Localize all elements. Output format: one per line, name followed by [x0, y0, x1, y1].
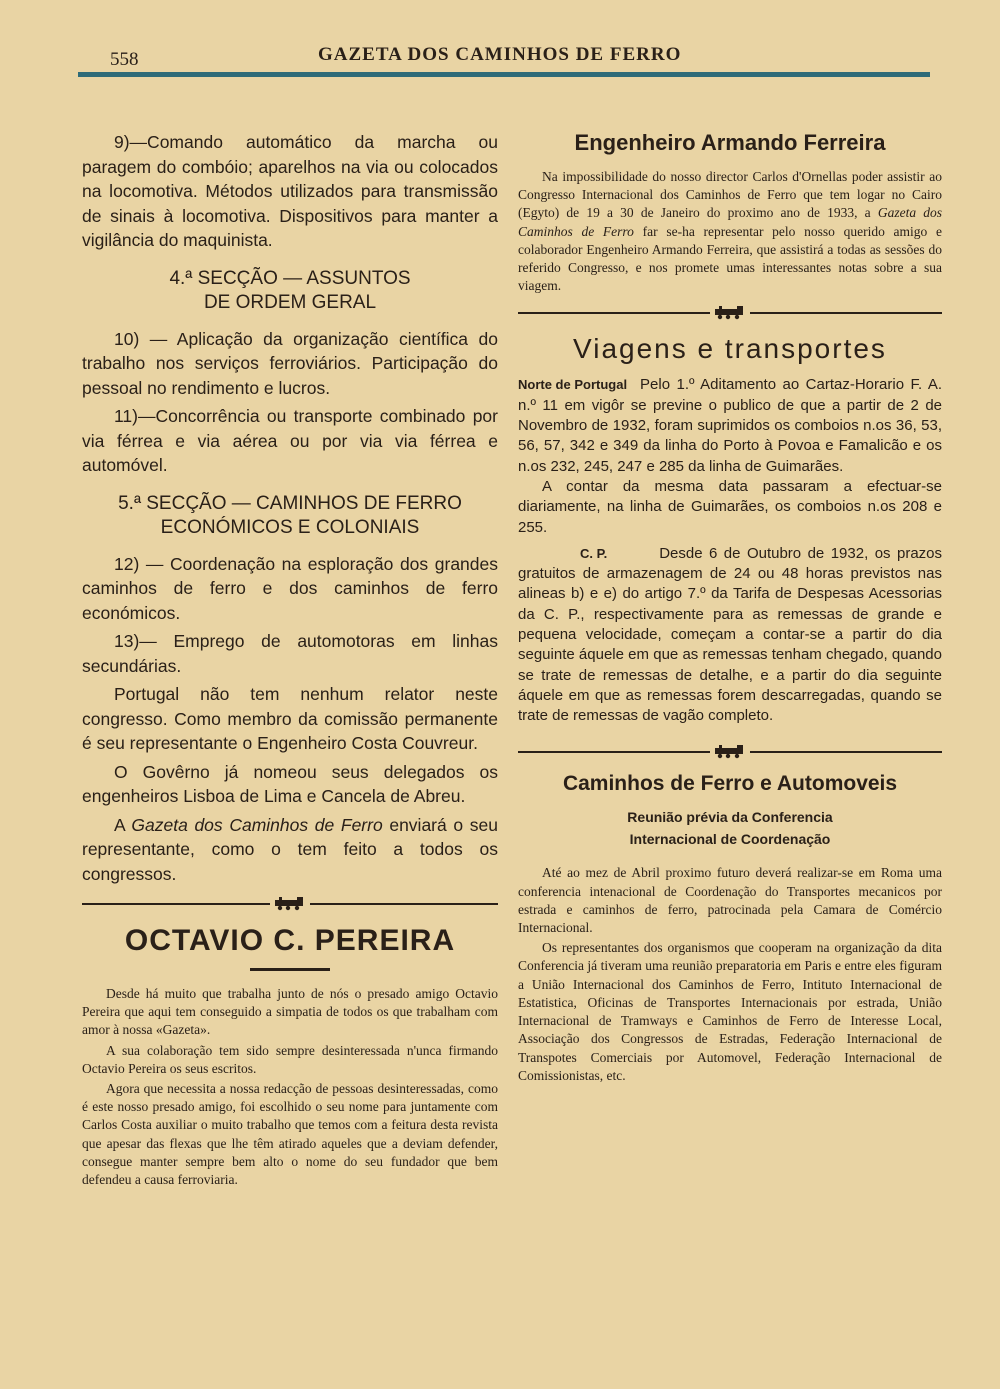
running-title: GAZETA DOS CAMINHOS DE FERRO — [318, 44, 682, 65]
cp-label: C. P. — [580, 545, 608, 561]
engenheiro-title: Engenheiro Armando Ferreira — [574, 130, 886, 155]
octavio-title: OCTAVIO C. PEREIRA — [124, 924, 456, 957]
train-icon — [710, 304, 750, 325]
caminhos-subtitle-line-2: Internacional de Coordenação — [629, 831, 831, 848]
norte-paragraph-2: A contar da mesma data passaram a efectuar-se diariamente, na linha de Guimarães, os comboios n.os 208 e 255. — [518, 477, 942, 536]
octavio-paragraph-2: A sua colaboração tem sido sempre desinteressada n'unca firmando Octavio Pereira os seus escritos. — [82, 1042, 498, 1076]
octavio-paragraph-3: Agora que necessita a nossa redacção de pessoas desinteressadas, como é este nosso presado amigo, foi escolhido o seu nome para juntamente com Carlos Costa auxiliar o muito trabalho que temos com a feitura desta revista que apesar das flexas que lhe têm atirado aqueles que a deviam defender, consegue manter sempre bem alto o nome do seu fundador que bem defendeu a causa ferroviaria. — [82, 1081, 498, 1188]
train-icon — [270, 895, 310, 916]
item-9: 9)—Comando automático da marcha ou paragem do combóio; aparelhos na via ou colocados na locomotiva. Métodos utilizados para transmissão de sinais à locomotiva. Dispositivos para manter a vigilância do maquinista. — [82, 132, 498, 250]
item-12: 12) — Coordenação na esploração dos grandes caminhos de ferro e dos caminhos de ferro económicos. — [82, 553, 498, 623]
cp-paragraph — [518, 544, 942, 727]
gazeta-text-b: enviará o seu representante, como o tem feito a todos os congressos. — [82, 814, 498, 884]
item-10: 10) — Aplicação da organização científica do trabalho nos serviços ferroviários. Participação do pessoal no rendimento e lucros. — [82, 328, 498, 398]
title-underline — [250, 968, 330, 971]
item-13: 13)— Emprego de automotoras em linhas secundárias. — [82, 631, 498, 676]
right-column — [518, 130, 942, 1087]
viagens-title: Viagens e transportes — [573, 333, 887, 365]
engenheiro-text-b: far se-ha representar pelo nosso querido amigo e colaborador Engenheiro Armando Ferreira, que assistirá a todas as sessões do referido Congresso, e nos promete umas interessantes notas sobre a sua viagem. — [518, 223, 942, 294]
item-11: 11)—Concorrência ou transporte combinado por via férrea e via aérea ou por via via férrea e automóvel. — [82, 406, 498, 475]
section-4-heading — [82, 267, 498, 315]
norte-paragraph — [518, 375, 942, 476]
page-header — [78, 40, 930, 80]
norte-text: Pelo 1.º Aditamento ao Cartaz-Horario F. A. n.º 11 em vigôr se previne o publico de que a partir de 2 de Novembro de 1932, foram suprimidos os comboios n.os 36, 53, 56, 57, 342 e 349 da linha do Porto à Povoa e Famalicão e os n.os 232, 245, 247 e 285 da linha de Guimarães. — [518, 376, 942, 475]
page-number: 558 — [110, 49, 139, 70]
engenheiro-gazeta-italic: Gazeta dos Caminhos de Ferro — [518, 205, 943, 239]
caminhos-title: Caminhos de Ferro e Automoveis — [562, 772, 898, 796]
octavio-paragraph-1: Desde há muito que trabalha junto de nós o presado amigo Octavio Pereira que aqui tem conseguido a simpatia de todos os que trabalham com amor à nossa «Gazeta». — [82, 986, 498, 1038]
section-divider — [518, 740, 942, 762]
left-column — [82, 130, 498, 1191]
section-5-heading — [82, 492, 498, 540]
gazeta-paragraph — [82, 813, 498, 887]
engenheiro-paragraph — [518, 168, 942, 295]
engenheiro-text-a: Na impossibilidade do nosso director Carlos d'Ornellas poder assistir ao Congresso Internacional dos Caminhos de Ferro que tem logar no Cairo (Egyto) de 19 a 30 de Janeiro do proximo ano de 1933, a — [518, 169, 942, 221]
gazeta-text-a: A — [114, 814, 132, 835]
header-rule — [78, 72, 930, 77]
section-divider — [82, 892, 498, 914]
delegados-paragraph: O Govêrno já nomeou seus delegados os engenheiros Lisboa de Lima e Cancela de Abreu. — [82, 761, 498, 806]
section-divider — [518, 301, 942, 323]
caminhos-subtitle — [518, 806, 942, 850]
section-5-line-2: ECONÓMICOS E COLONIAIS — [160, 516, 420, 538]
caminhos-paragraph-2: Os representantes dos organismos que cooperam na organização da dita Conferencia já tiveram uma reunião preparatoria em Paris e entre eles figuram a União Internacional dos Caminhos de Ferro, Intituto Internacional de Estatistica, Oficinas de Transportes Internacionais por estrada, União Internacional de Tramways e Caminhos de Ferro de Interesse Local, Associação dos Congressos de Estradas, Federação Internacional de Transpotes Comerciais por Automovel, Federação Internacional de Comissionistas, etc. — [518, 940, 942, 1083]
gazeta-title-italic: Gazeta dos Caminhos de Ferro — [131, 814, 383, 835]
section-4-line-2: DE ORDEM GERAL — [203, 291, 377, 313]
train-icon — [710, 743, 750, 764]
cp-text: Desde 6 de Outubro de 1932, os prazos gratuitos de armazenagem de 24 ou 48 horas previstos nas alineas b) e e) do artigo 7.º da Tarifa de Despesas Acessorias da C. P., respectivamente para as remessas de grande e pequena velocidade, começam a contar-se a partir do dia seguinte áquele em que as remessas tenham chegado, quando se trate de remessas de detalhe, e a partir do dia seguinte áquele em que as remessas forem descarregadas, quando se trate de remessas de vagão completo. — [518, 544, 942, 725]
section-5-line-1: 5.ª SECÇÃO — CAMINHOS DE FERRO — [118, 492, 462, 514]
caminhos-paragraph-1: Até ao mez de Abril proximo futuro deverá realizar-se em Roma uma conferencia intenacional de Coordenação do Transportes mecanicos por estrada e caminhos de ferro, patrocinada pela Camara de Comércio Internacional. — [518, 865, 942, 936]
relator-paragraph: Portugal não tem nenhum relator neste congresso. Como membro da comissão permanente é seu representante o Engenheiro Costa Couvreur. — [82, 684, 498, 753]
caminhos-subtitle-line-1: Reunião prévia da Conferencia — [627, 809, 833, 826]
norte-label: Norte de Portugal — [518, 377, 628, 393]
section-4-line-1: 4.ª SECÇÃO — ASSUNTOS — [169, 267, 411, 289]
